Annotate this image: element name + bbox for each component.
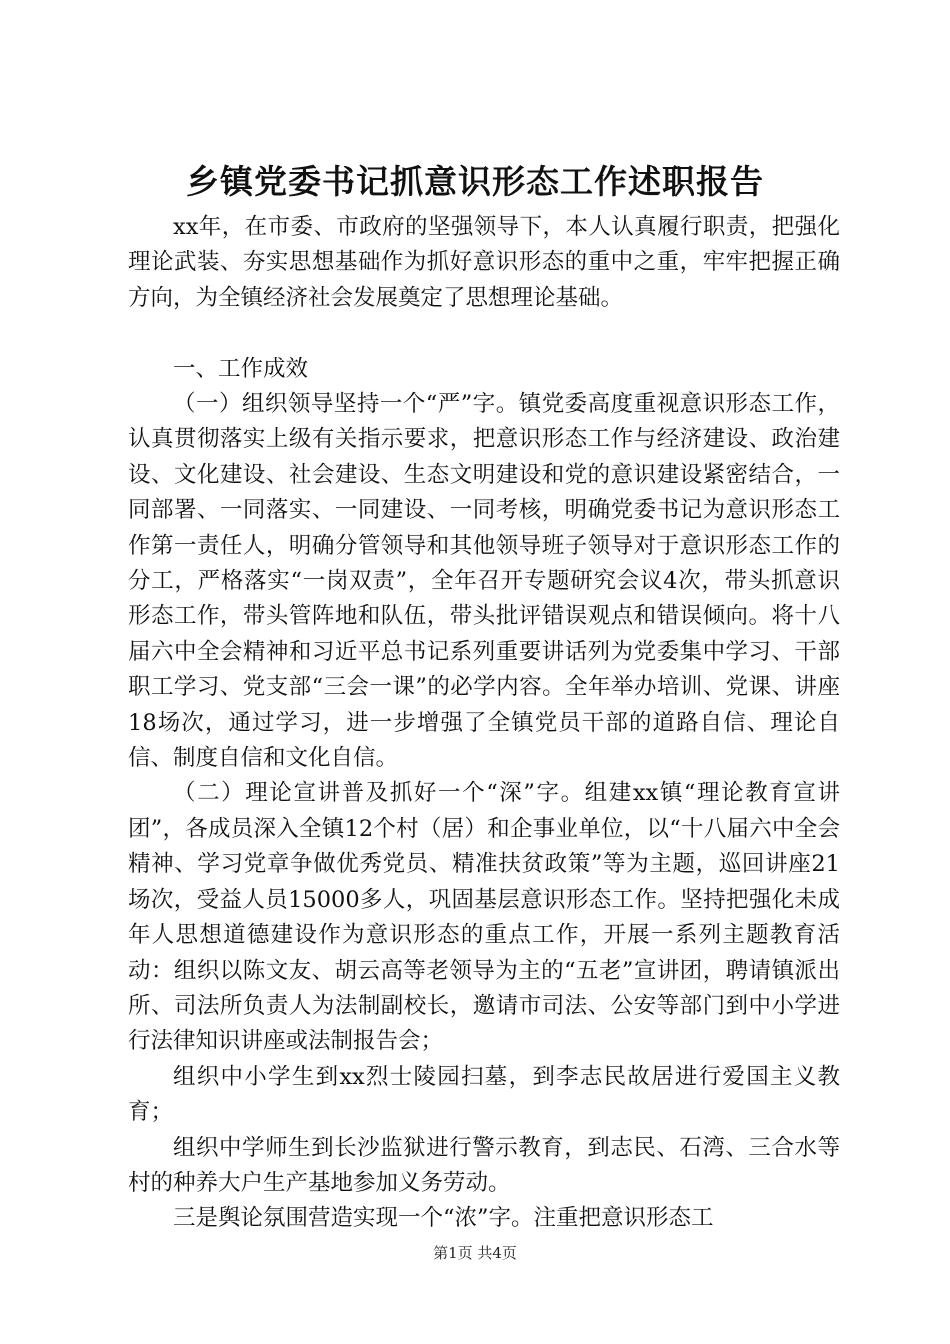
section-heading: 一、工作成效	[173, 355, 309, 382]
paragraph-students: 组织中小学生到xx烈士陵园扫墓，到李志民故居进行爱国主义教育；	[128, 1063, 840, 1126]
paragraph-theory: （二）理论宣讲普及抓好一个“深”字。组建xx镇“理论教育宣讲团”，各成员深入全镇12个村（居）和企事业单位，以“十八届六中全会精神、学习党章争做优秀党员、精准扶贫政策”等为主题，巡回讲座21场次，受益人员15000多人，巩固基层意识形态工作。坚持把强化未成年人思想道德建设作为意识形态的重点工作，开展一系列主题教育活动：组织以陈文友、胡云高等老领导为主的“五老”宣讲团，聘请镇派出所、司法所负责人为法制副校长，邀请市司法、公安等部门到中小学进行法律知识讲座或法制报告会；	[128, 780, 840, 1055]
intro-paragraph: xx年，在市委、市政府的坚强领导下，本人认真履行职责，把强化理论武装、夯实思想基础作为抓好意识形态的重中之重，牢牢把握正确方向，为全镇经济社会发展奠定了思想理论基础。	[128, 214, 840, 311]
paragraph-spacer	[128, 316, 840, 351]
document-title: 乡镇党委书记抓意识形态工作述职报告	[186, 162, 764, 201]
paragraph-teachers: 组织中学师生到长沙监狱进行警示教育，到志民、石湾、三合水等村的种养大户生产基地参加义务劳动。	[128, 1134, 840, 1196]
paragraph-atmosphere: 三是舆论氛围营造实现一个“浓”字。注重把意识形态工	[173, 1205, 714, 1232]
paragraph-organization: （一）组织领导坚持一个“严”字。镇党委高度重视意识形态工作，认真贯彻落实上级有关指示要求，把意识形态工作与经济建设、政治建设、文化建设、社会建设、生态文明建设和党的意识建设紧密结合，一同部署、一同落实、一同建设、一同考核，明确党委书记为意识形态工作第一责任人，明确分管领导和其他领导班子领导对于意识形态工作的分工，严格落实“一岗双责”，全年召开专题研究会议4次，带头抓意识形态工作，带头管阵地和队伍，带头批评错误观点和错误倾向。将十八届六中全会精神和习近平总书记系列重要讲话列为党委集中学习、干部职工学习、党支部“三会一课”的必学内容。全年举办培训、党课、讲座18场次，通过学习，进一步增强了全镇党员干部的道路自信、理论自信、制度自信和文化自信。	[128, 391, 840, 772]
page-number: 第1页 共4页	[433, 1244, 517, 1262]
document-body	[128, 210, 840, 1237]
